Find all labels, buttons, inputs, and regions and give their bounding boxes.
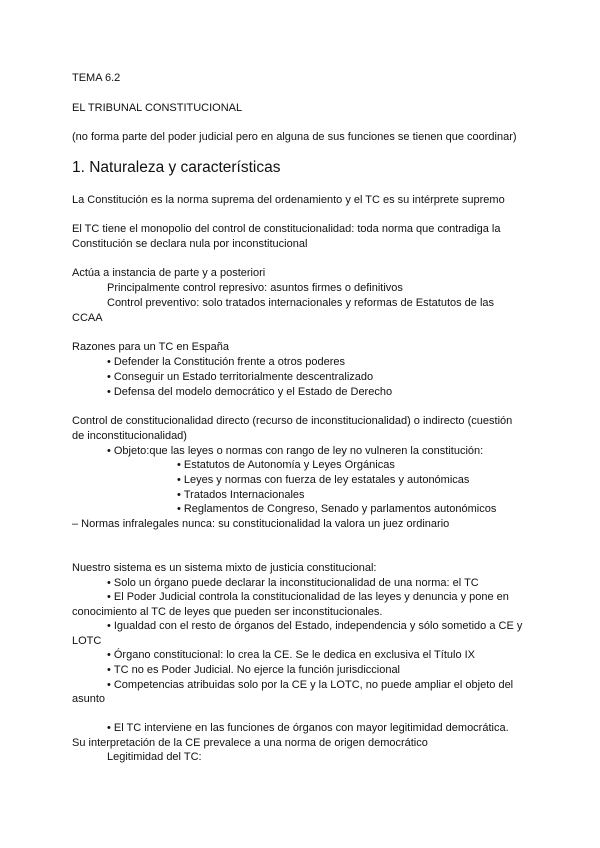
- indented-line: Principalmente control represivo: asuntos firmes o definitivos: [107, 282, 403, 294]
- list-item: • Solo un órgano puede declarar la inconstitucionalidad de una norma: el TC: [107, 576, 479, 590]
- paragraph: LOTC: [72, 635, 102, 647]
- paragraph: Nuestro sistema es un sistema mixto de justicia constitucional:: [72, 562, 377, 574]
- list-item: • Tratados Internacionales: [177, 488, 305, 502]
- paragraph: Su interpretación de la CE prevalece a una norma de origen democrático: [72, 737, 428, 749]
- list-item: • Objeto:que las leyes o normas con rango de ley no vulneren la constitución:: [107, 444, 483, 458]
- document-title: EL TRIBUNAL CONSTITUCIONAL: [72, 102, 243, 114]
- list-item: • Leyes y normas con fuerza de ley estatales y autonómicas: [177, 473, 469, 487]
- paragraph: CCAA: [72, 312, 103, 324]
- paragraph: – Normas infralegales nunca: su constitucionalidad la valora un juez ordinario: [72, 518, 450, 530]
- list-item: • Igualdad con el resto de órganos del Estado, independencia y sólo sometido a CE y: [107, 619, 522, 633]
- paragraph: Actúa a instancia de parte y a posteriori: [72, 267, 266, 279]
- indented-line: Legitimidad del TC:: [107, 751, 202, 763]
- list-item: • El Poder Judicial controla la constitucionalidad de las leyes y denuncia y pone en: [107, 590, 509, 604]
- paragraph: Control de constitucionalidad directo (recurso de inconstitucionalidad) o indirecto (cuestión: [72, 415, 513, 427]
- indented-line: Control preventivo: solo tratados internacionales y reformas de Estatutos de las: [107, 297, 495, 309]
- section-heading: 1. Naturaleza y características: [72, 159, 281, 176]
- paragraph: El TC tiene el monopolio del control de constitucionalidad: toda norma que contradiga la: [72, 223, 501, 235]
- list-item: • Estatutos de Autonomía y Leyes Orgánicas: [177, 458, 395, 472]
- paragraph: asunto: [72, 693, 106, 705]
- list-item: • El TC interviene en las funciones de órganos con mayor legitimidad democrática.: [107, 721, 509, 735]
- subheading: Razones para un TC en España: [72, 341, 229, 353]
- list-item: • Conseguir un Estado territorialmente descentralizado: [107, 370, 373, 384]
- intro-note: (no forma parte del poder judicial pero en alguna de sus funciones se tienen que coordinar): [72, 131, 517, 143]
- paragraph: de inconstitucionalidad): [72, 430, 187, 442]
- paragraph: Constitución se declara nula por inconstitucional: [72, 238, 308, 250]
- list-item: • Órgano constitucional: lo crea la CE. Se le dedica en exclusiva el Título IX: [107, 648, 475, 662]
- list-item: • TC no es Poder Judicial. No ejerce la función jurisdiccional: [107, 663, 400, 677]
- paragraph: La Constitución es la norma suprema del ordenamiento y el TC es su intérprete supremo: [72, 194, 505, 206]
- list-item: • Reglamentos de Congreso, Senado y parlamentos autonómicos: [177, 502, 496, 516]
- list-item: • Defender la Constitución frente a otros poderes: [107, 355, 345, 369]
- list-item: • Defensa del modelo democrático y el Estado de Derecho: [107, 385, 392, 399]
- paragraph: conocimiento al TC de leyes que pueden ser inconstitucionales.: [72, 606, 383, 618]
- list-item: • Competencias atribuidas solo por la CE y la LOTC, no puede ampliar el objeto del: [107, 678, 513, 692]
- topic-number: TEMA 6.2: [72, 72, 121, 84]
